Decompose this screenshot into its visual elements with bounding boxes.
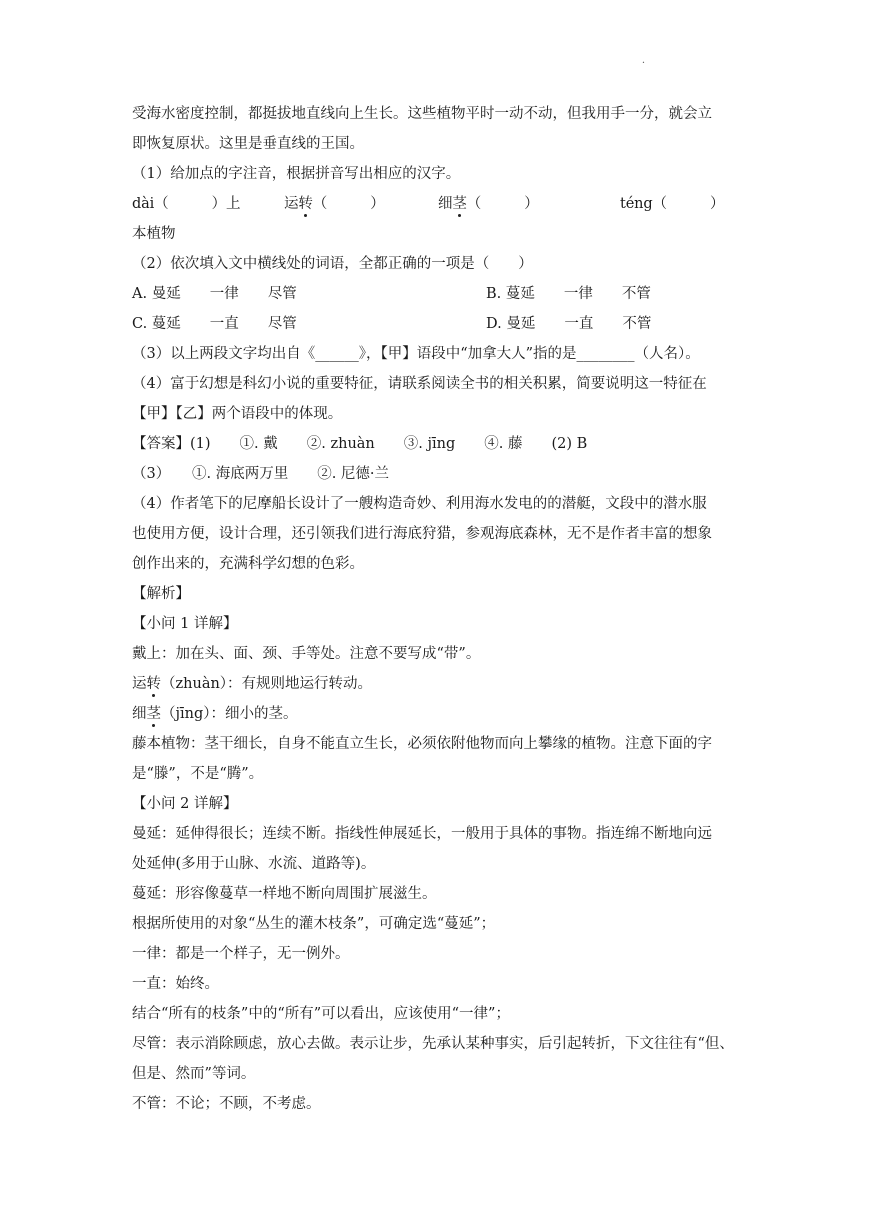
answer-line: 【答案】(1) ①. 戴 ②. zhuàn ③. jīng ④. 藤 (2) B (132, 436, 588, 452)
explanation-line: 藤本植物：茎干细长，自身不能直立生长，必须依附他物而向上攀缘的植物。注意下面的字 (132, 736, 712, 752)
item-xijing: 细茎（ ） (438, 196, 539, 212)
answer-line: （4）作者笔下的尼摩船长设计了一艘构造奇妙、利用海水发电的的潜艇，文段中的潜水服 (132, 496, 707, 512)
question-4: （4）富于幻想是科幻小说的重要特征，请联系阅读全书的相关积累，简要说明这一特征在 (132, 376, 707, 392)
passage-line: 受海水密度控制，都挺拔地直线向上生长。这些植物平时一动不动，但我用手一分，就会立 (132, 106, 712, 122)
explanation-line: 根据所使用的对象“丛生的灌木枝条”，可确定选“蔓延”； (132, 916, 496, 932)
question-1: （1）给加点的字注音，根据拼音写出相应的汉字。 (132, 166, 461, 182)
explanation-line: 曼延：延伸得很长；连续不断。指线性伸展延长，一般用于具体的事物。指连绵不断地向远 (132, 826, 712, 842)
explanation-line: 但是、然而”等词。 (132, 1066, 256, 1082)
sub-question-1-heading: 【小问 1 详解】 (132, 616, 238, 632)
explanation-line: 不管：不论；不顾，不考虑。 (132, 1096, 321, 1112)
question-1-tail: 本植物 (132, 226, 176, 242)
dotted-char: 茎 (146, 706, 161, 722)
explanation-line: 一律：都是一个样子，无一例外。 (132, 946, 350, 962)
answer-line: 创作出来的，充满科学幻想的色彩。 (132, 556, 364, 572)
option-a: A. 曼延 一律 尽管 (132, 286, 297, 302)
answer-line: （3） ①. 海底两万里 ②. 尼德·兰 (132, 466, 390, 482)
page-mark: . (641, 55, 645, 66)
item-dai: dài（ ）上 (132, 196, 241, 212)
question-3: （3）以上两段文字均出自《______》，【甲】语段中“加拿大人”指的是________（人名）。 (132, 346, 700, 362)
dotted-char: 转 (146, 676, 161, 692)
explanation-line: 尽管：表示消除顾虑，放心去做。表示让步，先承认某种事实，后引起转折，下文往往有“但、 (132, 1036, 734, 1052)
question-2: （2）依次填入文中横线处的词语，全都正确的一项是（ ） (132, 256, 533, 272)
analysis-heading: 【解析】 (132, 586, 190, 602)
option-d: D. 曼延 一直 不管 (486, 316, 652, 332)
explanation-line: 是“滕”，不是“腾”。 (132, 766, 264, 782)
item-yunzhuan: 运转（ ） (284, 196, 385, 212)
explanation-line: 蔓延：形容像蔓草一样地不断向周围扩展滋生。 (132, 886, 437, 902)
dotted-char: 茎 (452, 196, 467, 212)
explanation-line: 结合“所有的枝条”中的“所有”可以看出，应该使用“一律”； (132, 1006, 510, 1022)
item-teng: téng（ ） (620, 196, 725, 212)
explanation-line: 戴上：加在头、面、颈、手等处。注意不要写成“带”。 (132, 646, 481, 662)
explanation-line: 处延伸(多用于山脉、水流、道路等)。 (132, 856, 376, 872)
answer-line: 也使用方便，设计合理，还引领我们进行海底狩猎，参观海底森林，无不是作者丰富的想象 (132, 526, 712, 542)
explanation-line: 细茎（jīng）：细小的茎。 (132, 706, 298, 722)
passage-line: 即恢复原状。这里是垂直线的王国。 (132, 136, 364, 152)
option-b: B. 蔓延 一律 不管 (486, 286, 651, 302)
explanation-line: 运转（zhuàn）：有规则地运行转动。 (132, 676, 373, 692)
dotted-char: 转 (298, 196, 313, 212)
option-c: C. 蔓延 一直 尽管 (132, 316, 297, 332)
sub-question-2-heading: 【小问 2 详解】 (132, 796, 238, 812)
question-1-items (132, 194, 752, 214)
question-4-cont: 【甲】【乙】两个语段中的体现。 (132, 406, 343, 422)
explanation-line: 一直：始终。 (132, 976, 219, 992)
